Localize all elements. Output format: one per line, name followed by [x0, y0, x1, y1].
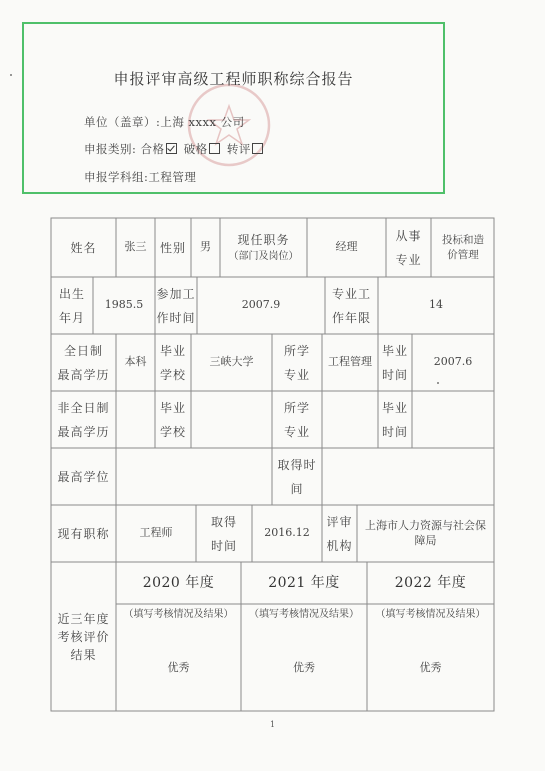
work-start-value: 2007.9: [241, 298, 281, 312]
years-label: 专业工 作年限: [331, 286, 371, 325]
title-time-value: 2016.12: [264, 526, 310, 540]
ft-edu-value: 本科: [124, 355, 147, 369]
gender-value: 男: [200, 240, 211, 254]
year-2022-header: 2022 年度: [394, 574, 467, 591]
work-start-label: 参加工 作时间: [156, 286, 196, 325]
ft-edu-label: 全日制 最高学历: [57, 343, 110, 382]
year-2021-header: 2021 年度: [268, 574, 340, 591]
ft-grad-label: 毕业 时间: [381, 343, 408, 382]
birth-label: 出生 年月: [58, 286, 85, 325]
position-value: 经理: [335, 240, 358, 254]
year-2021-result: 优秀: [293, 660, 315, 674]
ft-major-label: 所学 专业: [283, 343, 310, 382]
degree-time-label: 取得时 间: [277, 457, 317, 496]
title-value: 工程师: [139, 526, 173, 540]
group-label: 申报学科组:: [84, 170, 149, 184]
org-value: 上海市人力资源与社会保障局: [365, 518, 486, 547]
category-label: 申报类别:: [84, 142, 137, 156]
page-title: 申报评审高级工程师职称综合报告: [113, 70, 354, 88]
scan-speck: [437, 382, 439, 384]
category-option-exception[interactable]: 破格: [184, 142, 223, 156]
degree-label: 最高学位: [57, 469, 110, 484]
scan-speck: [10, 74, 12, 76]
category-option-qualified[interactable]: 合格: [141, 142, 180, 156]
year-2020-header: 2020 年度: [142, 574, 215, 591]
pt-edu-label: 非全日制 最高学历: [57, 400, 110, 439]
org-label: 评审 机构: [326, 514, 353, 553]
name-value: 张三: [124, 240, 147, 254]
field-label: 从事 专业: [395, 228, 422, 267]
field-value: 投标和造价管理: [442, 234, 484, 261]
group-value: 工程管理: [148, 170, 197, 184]
name-label: 姓名: [70, 240, 97, 255]
ft-school-label: 毕业 学校: [159, 343, 186, 382]
years-value: 14: [429, 298, 443, 312]
ft-grad-value: 2007.6: [433, 355, 473, 369]
page-number: 1: [269, 720, 276, 729]
birth-value: 1985.5: [104, 298, 144, 312]
year-2021-note: （填写考核情况及结果）: [249, 609, 359, 621]
title-time-label: 取得 时间: [210, 514, 237, 553]
year-2022-result: 优秀: [419, 660, 442, 674]
year-2022-note: （填写考核情况及结果）: [375, 609, 486, 621]
unit-value: 上海 xxxx 公司: [160, 115, 245, 129]
pt-major-label: 所学 专业: [283, 400, 310, 439]
ft-school-value: 三峡大学: [209, 355, 254, 369]
pt-school-label: 毕业 学校: [159, 400, 186, 439]
eval-label: 近三年度 考核评价 结果: [57, 611, 110, 662]
position-label: 现任职务 （部门及岗位）: [228, 233, 299, 263]
category-option-transfer[interactable]: 转评: [227, 142, 266, 156]
ft-major-value: 工程管理: [328, 355, 372, 369]
year-2020-result: 优秀: [167, 660, 190, 674]
gender-label: 性别: [159, 240, 186, 255]
pt-grad-label: 毕业 时间: [381, 400, 408, 439]
title-label: 现有职称: [57, 526, 110, 541]
year-2020-note: （填写考核情况及结果）: [123, 609, 234, 621]
unit-label: 单位（盖章）:: [84, 115, 161, 129]
